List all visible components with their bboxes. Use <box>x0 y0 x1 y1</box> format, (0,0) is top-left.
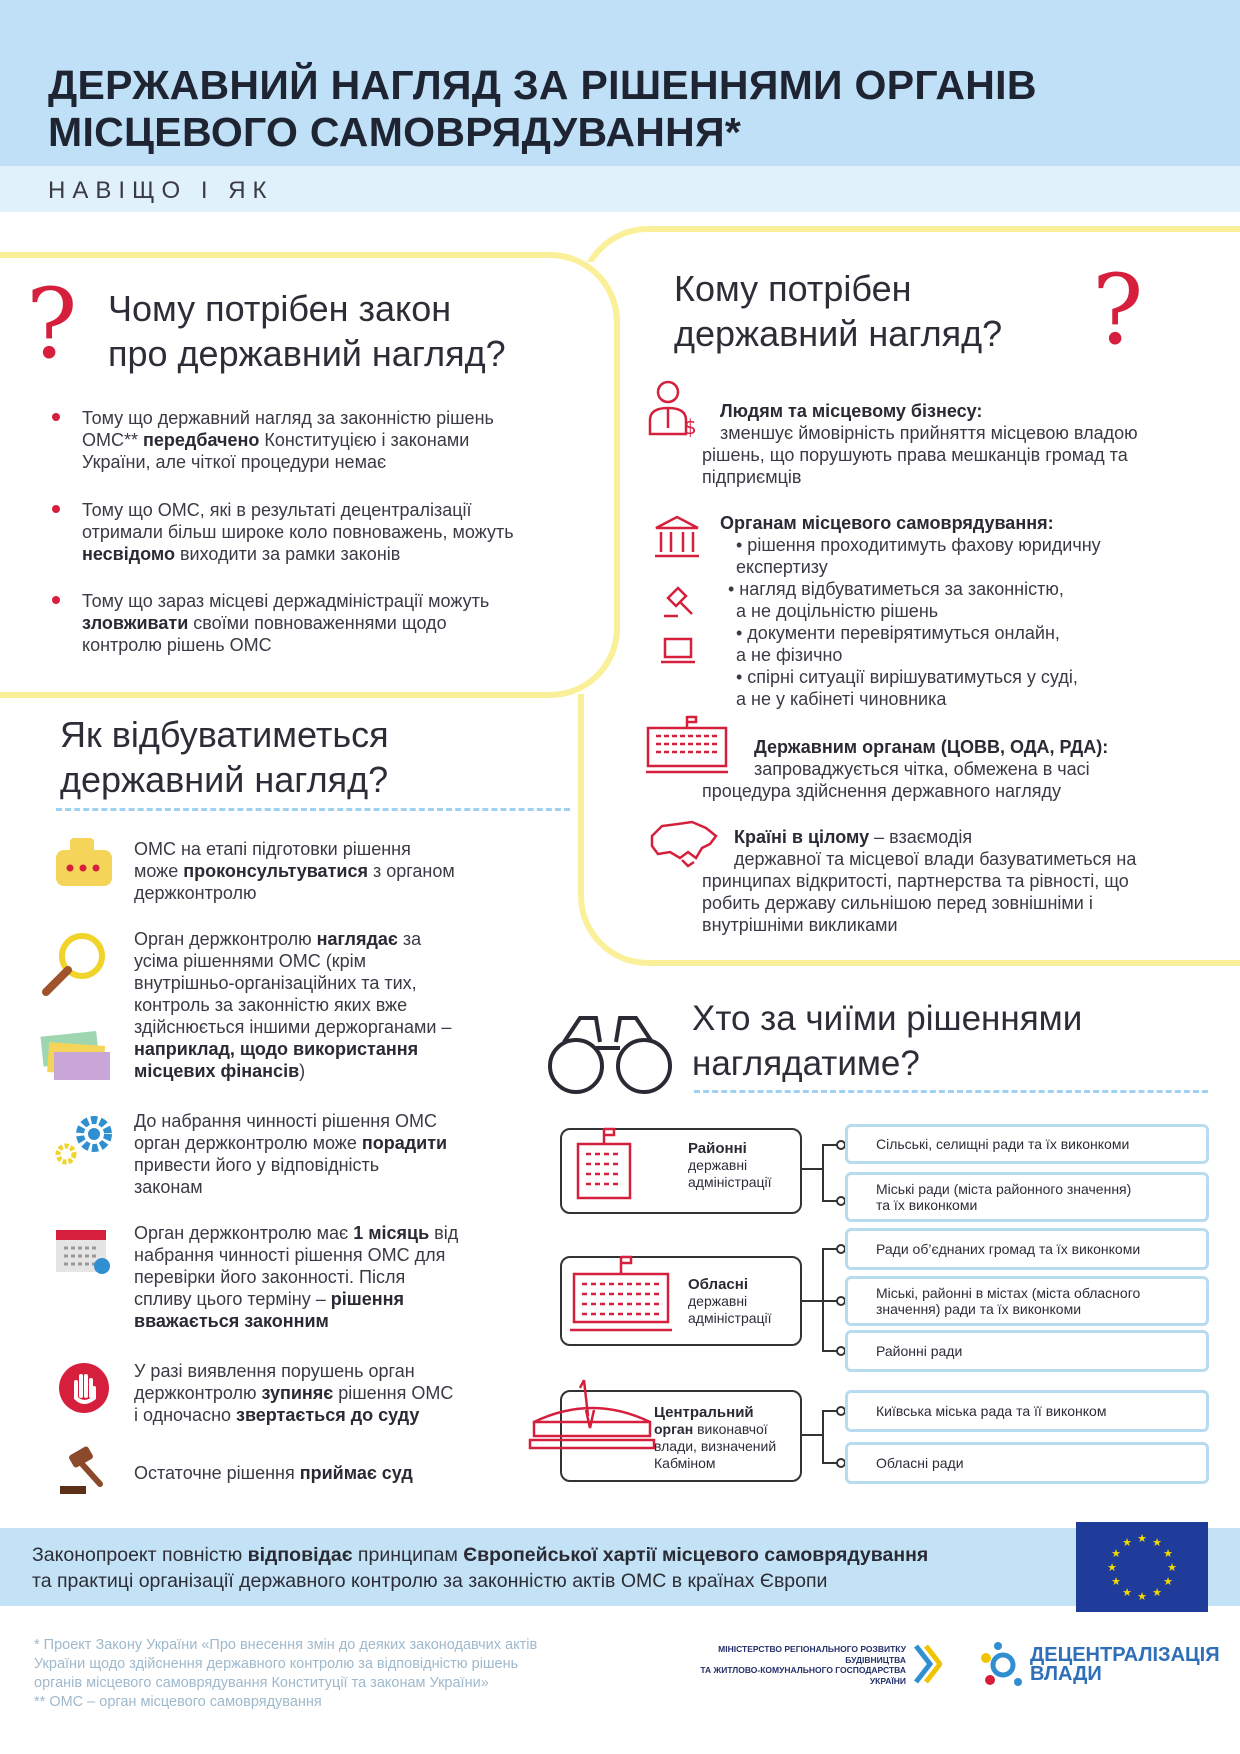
svg-text:★: ★ <box>1137 1590 1147 1603</box>
decentralization-logo-text: ДЕЦЕНТРАЛІЗАЦІЯ ВЛАДИ <box>1030 1644 1220 1685</box>
svg-text:★: ★ <box>1167 1561 1177 1574</box>
gavel-icon <box>660 584 696 620</box>
gears-icon <box>52 1112 116 1168</box>
chat-bubble-icon <box>50 836 116 898</box>
ministry-logo-icon <box>912 1642 942 1686</box>
central-organ-label: Центральний орган виконавчої влади, визначений Кабміном <box>654 1404 777 1471</box>
page-title: ДЕРЖАВНИЙ НАГЛЯД ЗА РІШЕННЯМИ ОРГАНІВ МІСЦЕВОГО САМОВРЯДУВАННЯ* <box>48 62 1037 155</box>
oblast-admin-label: Обласні державні адміністрації <box>688 1276 772 1326</box>
how-step-5: У разі виявлення порушень орган держконтролю зупиняє рішення ОМС і одночасно звертається до суду <box>134 1361 454 1425</box>
svg-text:★: ★ <box>1163 1575 1173 1588</box>
judge-gavel-icon <box>56 1446 112 1496</box>
subtitle-bar <box>0 166 1240 212</box>
page-subtitle: НАВІЩО І ЯК <box>48 177 274 204</box>
why-heading: Чому потрібен закон про державний нагляд? <box>108 288 506 374</box>
whom-country: Країні в цілому – взаємодія державної та місцевої влади базуватиметься на принципах відкритості, партнерства та рівності, що робить державу сильнішою перед зовнішніми і внутрішніми викликами <box>702 827 1137 935</box>
eu-banner <box>0 1528 1240 1606</box>
district-building-icon <box>570 1124 638 1204</box>
eu-flag-icon <box>1076 1522 1208 1612</box>
how-step-2: Орган держконтролю наглядає за усіма рішеннями ОМС (крім внутрішньо-організаційних та тих, контроль за законністю яких вже здійснюється іншими держорганами – наприклад, щодо використання місцевих фінансів) <box>134 929 452 1081</box>
svg-text:★: ★ <box>1122 1586 1132 1599</box>
svg-text:★: ★ <box>1111 1547 1121 1560</box>
svg-text:★: ★ <box>1122 1536 1132 1549</box>
how-step-1: ОМС на етапі підготовки рішення може проконсультуватися з органом держконтролю <box>134 839 455 903</box>
leaf-kyiv-council: Київська міська рада та її виконком <box>845 1390 1209 1432</box>
why-item-3: Тому що зараз місцеві держадміністрації можуть зловживати своїми повноваженнями щодо контролю рішень ОМС <box>52 590 592 656</box>
how-step-4: Орган держконтролю має 1 місяць від набрання чинності рішення ОМС для перевірки його законності. Після спливу цього терміну – рішення вважається законним <box>134 1223 459 1331</box>
government-building-icon <box>652 514 702 560</box>
district-admin-label: Районні державні адміністрації <box>688 1140 772 1190</box>
eu-statement: Законопроект повністю відповідає принципам Європейської хартії місцевого самоврядування та практиці організації державного контролю за законністю актів ОМС в країнах Європи <box>32 1544 929 1592</box>
footnote: * Проект Закону України «Про внесення змін до деяких законодавчих актів України щодо здійснення державного контролю за відповідністю рішень органів місцевого самоврядування Конституції та законам України» ** ОМС – орган місцевого самоврядування <box>34 1637 538 1710</box>
stop-hand-icon <box>58 1362 110 1414</box>
connector <box>822 1144 824 1202</box>
laptop-icon <box>660 636 696 666</box>
how-step-3: До набрання чинності рішення ОМС орган держконтролю може порадити привести його у відповідність законам <box>134 1111 448 1197</box>
calendar-icon <box>54 1224 114 1276</box>
businessman-icon <box>646 378 700 438</box>
whom-people: Людям та місцевому бізнесу: зменшує ймовірність прийняття місцевою владою рішень, що порушують права мешканців громад та підприємців <box>702 401 1138 487</box>
svg-text:★: ★ <box>1137 1532 1147 1545</box>
why-item-2: Тому що ОМС, які в результаті децентралізації отримали більш широке коло повноважень, можуть несвідомо виходити за рамки законів <box>52 499 592 565</box>
svg-text:★: ★ <box>1111 1575 1121 1588</box>
connector <box>822 1410 824 1464</box>
decentralization-logo-icon <box>978 1640 1028 1690</box>
svg-text:$: $ <box>684 415 697 438</box>
leaf-district-councils: Районні ради <box>845 1330 1209 1372</box>
svg-text:★: ★ <box>1152 1536 1162 1549</box>
leaf-city-councils-district: Міські ради (міста районного значення) та їх виконкоми <box>845 1172 1209 1222</box>
question-icon: ? <box>1092 254 1144 366</box>
header-banner <box>0 0 1240 166</box>
how-heading: Як відбуватиметься державний нагляд? <box>60 714 389 800</box>
leaf-village-councils: Сільські, селищні ради та їх виконкоми <box>845 1124 1209 1164</box>
connector <box>802 1300 824 1302</box>
money-icon <box>38 1030 114 1084</box>
whom-state: Державним органам (ЦОВВ, ОДА, РДА): запроваджується чітка, обмежена в часі процедура здійснення державного нагляду <box>702 737 1109 801</box>
tree-heading: Хто за чиїми рішеннями наглядатиме? <box>692 999 1083 1083</box>
connector <box>802 1168 824 1170</box>
oblast-building-icon <box>566 1252 676 1336</box>
connector <box>802 1434 824 1436</box>
binoculars-icon <box>540 1008 676 1098</box>
magnifier-icon <box>38 930 110 1002</box>
question-icon: ? <box>26 268 78 380</box>
whom-heading: Кому потрібен державний нагляд? <box>674 268 1003 354</box>
leaf-oblast-councils: Обласні ради <box>845 1442 1209 1484</box>
why-item-1: Тому що державний нагляд за законністю рішень ОМС** передбачено Конституцією і законами України, але чіткої процедури немає <box>52 407 592 473</box>
ministry-logo-text: МІНІСТЕРСТВО РЕГІОНАЛЬНОГО РОЗВИТКУ БУДІВНИЦТВА ТА ЖИТЛОВО-КОМУНАЛЬНОГО ГОСПОДАРСТВА УКРАЇНИ <box>700 1644 906 1686</box>
whom-oms: Органам місцевого самоврядування: • рішення проходитимуть фахову юридичну експертизу • нагляд відбуватиметься за законністю, а не доцільністю рішень • документи перевірятимуться онлайн, а не фізично • спірні ситуації вирішуватимуться у суді, а не у кабінеті чиновника <box>720 513 1101 709</box>
svg-text:★: ★ <box>1107 1561 1117 1574</box>
how-divider <box>56 808 570 811</box>
how-step-6: Остаточне рішення приймає суд <box>134 1463 413 1483</box>
tree-divider <box>694 1090 1208 1093</box>
svg-text:★: ★ <box>1152 1586 1162 1599</box>
leaf-united-communities: Ради об’єднаних громад та їх виконкоми <box>845 1228 1209 1270</box>
leaf-city-councils-oblast: Міські, районні в містах (міста обласного значення) ради та їх виконкоми <box>845 1276 1209 1326</box>
central-government-icon <box>528 1376 656 1456</box>
svg-text:★: ★ <box>1163 1547 1173 1560</box>
